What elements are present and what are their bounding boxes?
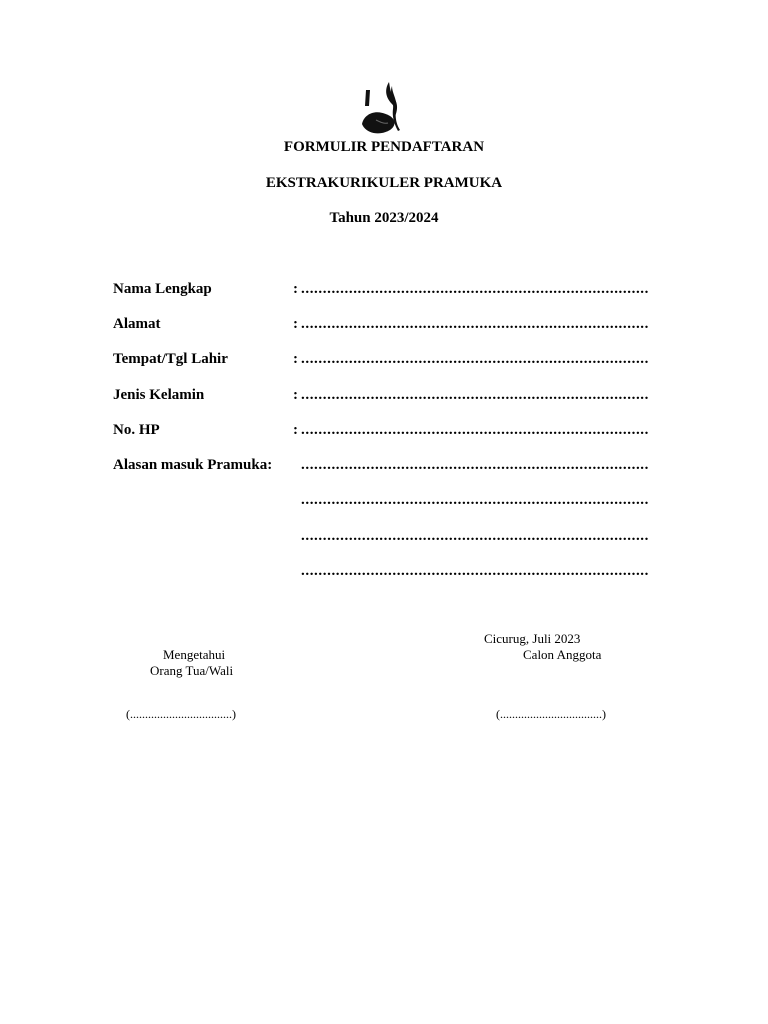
field-label: Alasan masuk Pramuka:: [113, 457, 273, 473]
field-blank[interactable]: ................................................................................: [301, 563, 649, 579]
right-signature-line[interactable]: (..................................): [496, 707, 606, 721]
left-signature-line[interactable]: (..................................): [126, 707, 236, 721]
field-blank[interactable]: ................................................................................: [301, 387, 649, 403]
field-label: Jenis Kelamin: [113, 387, 205, 403]
form-subtitle: EKSTRAKURIKULER PRAMUKA: [265, 175, 503, 191]
place-date: Cicurug, Juli 2023: [484, 631, 581, 646]
field-blank[interactable]: ................................................................................: [301, 422, 649, 438]
pramuka-logo: [356, 76, 406, 136]
field-label: Alamat: [113, 316, 161, 332]
field-blank[interactable]: ................................................................................: [301, 528, 649, 544]
field-colon: :: [293, 351, 298, 367]
field-blank[interactable]: ................................................................................: [301, 492, 649, 508]
field-label: No. HP: [113, 422, 160, 438]
left-sign-role: Mengetahui: [163, 647, 226, 662]
field-blank[interactable]: ................................................................................: [301, 457, 649, 473]
field-blank[interactable]: ................................................................................: [301, 281, 649, 297]
left-sign-title: Orang Tua/Wali: [150, 663, 234, 678]
form-title: FORMULIR PENDAFTARAN: [283, 139, 485, 155]
field-blank[interactable]: ................................................................................: [301, 351, 649, 367]
form-year: Tahun 2023/2024: [329, 210, 439, 226]
field-colon: :: [293, 316, 298, 332]
field-label: Tempat/Tgl Lahir: [113, 351, 228, 367]
field-blank[interactable]: ................................................................................: [301, 316, 649, 332]
field-colon: :: [293, 281, 298, 297]
right-sign-title: Calon Anggota: [523, 647, 602, 662]
field-colon: :: [293, 387, 298, 403]
field-label: Nama Lengkap: [113, 281, 212, 297]
field-colon: :: [293, 422, 298, 438]
